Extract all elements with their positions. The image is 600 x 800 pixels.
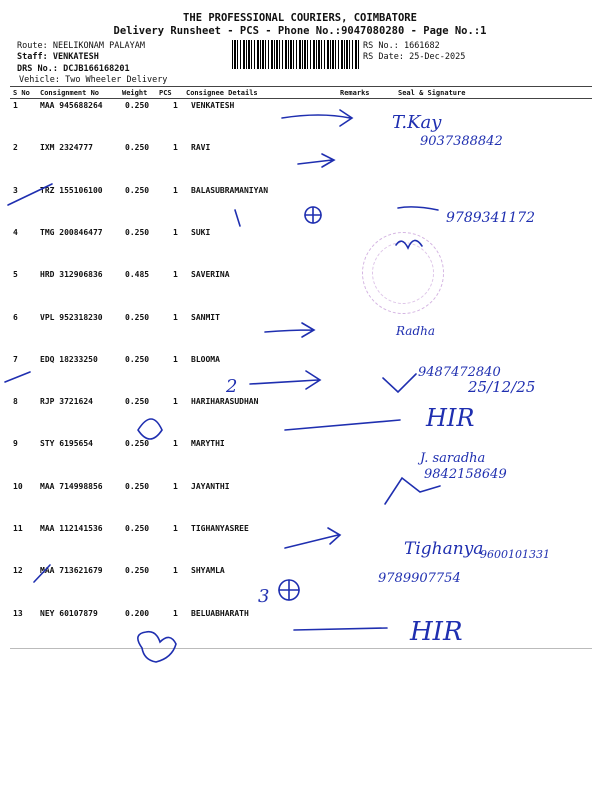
table-row	[0, 566, 600, 580]
staff-line	[17, 52, 99, 62]
row-pcs: 1	[173, 101, 178, 110]
table-row	[0, 482, 600, 496]
row-consignee: MARYTHI	[191, 439, 225, 449]
rs-no-label: RS No.:	[363, 41, 399, 51]
table-row	[0, 270, 600, 284]
row-sno: 5	[13, 270, 18, 280]
line-row8	[285, 420, 400, 430]
barcode	[232, 40, 360, 69]
row-pcs: 1	[173, 439, 178, 449]
row-consignment: IXM 2324777	[40, 143, 93, 153]
row-sno: 1	[13, 101, 18, 110]
row-consignee: BELUABHARATH	[191, 608, 249, 618]
heart-row13	[138, 632, 176, 662]
num-row12: 3	[258, 586, 270, 607]
mark-row8: HIR	[426, 404, 475, 432]
rs-date-label: RS Date:	[363, 52, 404, 62]
row-consignment: MAA 112141536	[40, 524, 103, 533]
row-consignee: VENKATESH	[191, 101, 235, 110]
row-pcs: 1	[173, 481, 178, 491]
row-sno: 12	[13, 566, 23, 576]
row-weight: 0.200	[125, 608, 150, 618]
row-pcs: 1	[173, 608, 178, 618]
route-value: NEELIKONAM PALAYAM	[52, 41, 145, 51]
row-sno: 11	[13, 524, 23, 533]
row-sno: 4	[13, 227, 18, 237]
document-title: THE PROFESSIONAL COURIERS, COIMBATORE	[183, 12, 417, 24]
delivery-stamp-inner	[372, 242, 434, 304]
rs-no-value: 1661682	[403, 41, 440, 51]
sig-row1: T.Kay	[392, 112, 442, 133]
document-subtitle: Delivery Runsheet - PCS - Phone No.:9047080280 - Page No.:1	[113, 25, 487, 37]
row-consignment: HRD 312906836	[40, 270, 103, 280]
table-row	[0, 143, 600, 157]
row-consignee: BLOOMA	[191, 354, 220, 364]
row-pcs: 1	[173, 185, 178, 195]
row-sno: 13	[13, 608, 23, 618]
row-weight: 0.250	[125, 524, 150, 533]
col-header-pcs: PCS	[159, 89, 172, 97]
phone-row1: 9037388842	[420, 134, 503, 149]
row-weight: 0.250	[125, 439, 150, 449]
sig-row9: J. saradha	[420, 451, 486, 466]
row-pcs: 1	[173, 566, 178, 576]
row-weight: 0.250	[125, 185, 150, 195]
row-consignee: SAVERINA	[191, 270, 230, 280]
row-sno: 8	[13, 397, 18, 407]
sig-row11: Tighanya	[404, 539, 484, 559]
row-pcs: 1	[173, 397, 178, 407]
row-consignment: TMG 200846477	[40, 227, 103, 237]
row-pcs: 1	[173, 270, 178, 280]
row-consignee: SANMIT	[191, 312, 220, 322]
row-weight: 0.250	[125, 354, 150, 364]
row-pcs: 1	[173, 524, 178, 533]
col-header-weight: Weight	[122, 89, 148, 97]
row-weight: 0.250	[125, 566, 150, 576]
cross-circle-row3	[305, 207, 321, 223]
sig-row6: Radha	[396, 324, 436, 338]
drs-line	[17, 64, 130, 74]
row-consignee: JAYANTHI	[191, 481, 230, 491]
num-row7: 2	[226, 376, 238, 397]
phone-row12: 9789907754	[378, 571, 461, 586]
row-consignee: RAVI	[191, 143, 211, 153]
mark-row13: HIR	[410, 617, 463, 647]
row-consignee: TIGHANYASREE	[191, 524, 249, 533]
vehicle-line	[19, 75, 167, 85]
col-header-seal: Seal & Signature	[398, 89, 466, 97]
divider	[10, 86, 592, 87]
date-row7: 25/12/25	[468, 378, 536, 396]
phone-row7: 9487472840	[418, 365, 501, 380]
row-sno: 3	[13, 185, 18, 195]
row-sno: 10	[13, 481, 23, 491]
vehicle-value: Two Wheeler Delivery	[65, 75, 168, 85]
row-consignment: STY 6195654	[40, 439, 93, 449]
row-consignment: EDQ 18233250	[40, 354, 98, 364]
staff-value: VENKATESH	[52, 52, 99, 62]
col-header-sno: S No	[13, 89, 30, 97]
col-header-consignee: Consignee Details	[186, 89, 258, 97]
row-consignment: RJP 3721624	[40, 397, 93, 407]
row-consignment: VPL 952318230	[40, 312, 103, 322]
row-consignee: HARIHARASUDHAN	[191, 397, 259, 407]
strike-row7	[5, 372, 30, 382]
route-label: Route:	[17, 41, 48, 51]
table-row	[0, 228, 600, 242]
row-weight: 0.250	[125, 481, 150, 491]
vehicle-label: Vehicle:	[19, 75, 60, 85]
table-row	[0, 355, 600, 369]
divider	[10, 98, 592, 99]
row-weight: 0.250	[125, 312, 150, 322]
row-weight: 0.250	[125, 397, 150, 407]
row-consignee: SUKI	[191, 227, 211, 237]
row-consignee: BALASUBRAMANIYAN	[191, 185, 269, 195]
row-weight: 0.250	[125, 143, 150, 153]
row-consignment: MAA 713621679	[40, 566, 103, 576]
rs-date-line	[363, 52, 465, 62]
row-weight: 0.485	[125, 270, 150, 280]
row-consignment: TRZ 155106100	[40, 185, 103, 195]
phone-row11: 9600101331	[480, 548, 550, 561]
rs-no-line	[363, 41, 440, 51]
phone-row3: 9789341172	[446, 210, 536, 226]
table-end-line	[10, 648, 592, 649]
row-consignment: MAA 714998856	[40, 481, 103, 491]
row-sno: 7	[13, 354, 18, 364]
table-row	[0, 609, 600, 623]
row-weight: 0.250	[125, 101, 150, 110]
staff-label: Staff:	[17, 52, 48, 62]
row-sno: 9	[13, 439, 18, 449]
drs-value: DCJB166168201	[63, 64, 130, 74]
row-consignment: NEY 60107879	[40, 608, 98, 618]
col-header-remarks: Remarks	[340, 89, 370, 97]
row-consignment: MAA 945688264	[40, 101, 103, 110]
loop-row8	[138, 419, 162, 439]
row-consignee: SHYAMLA	[191, 566, 225, 576]
row-sno: 2	[13, 143, 18, 153]
row-pcs: 1	[173, 354, 178, 364]
table-row	[0, 313, 600, 327]
row-sno: 6	[13, 312, 18, 322]
cross-circle-row12	[279, 580, 299, 600]
phone-row9: 9842158649	[424, 467, 507, 482]
rs-date-value: 25-Dec-2025	[409, 52, 466, 62]
table-row	[0, 439, 600, 453]
row-pcs: 1	[173, 143, 178, 153]
tick-row3	[235, 210, 240, 226]
row-pcs: 1	[173, 227, 178, 237]
drs-label: DRS No.:	[17, 64, 58, 74]
arrow-row7	[250, 371, 320, 389]
row-pcs: 1	[173, 312, 178, 322]
row-weight: 0.250	[125, 227, 150, 237]
line-row13	[294, 628, 387, 630]
table-row	[0, 101, 600, 115]
col-header-consignment: Consignment No	[40, 89, 100, 97]
table-row	[0, 397, 600, 411]
table-row	[0, 524, 600, 538]
route-line	[17, 41, 145, 51]
table-row	[0, 186, 600, 200]
